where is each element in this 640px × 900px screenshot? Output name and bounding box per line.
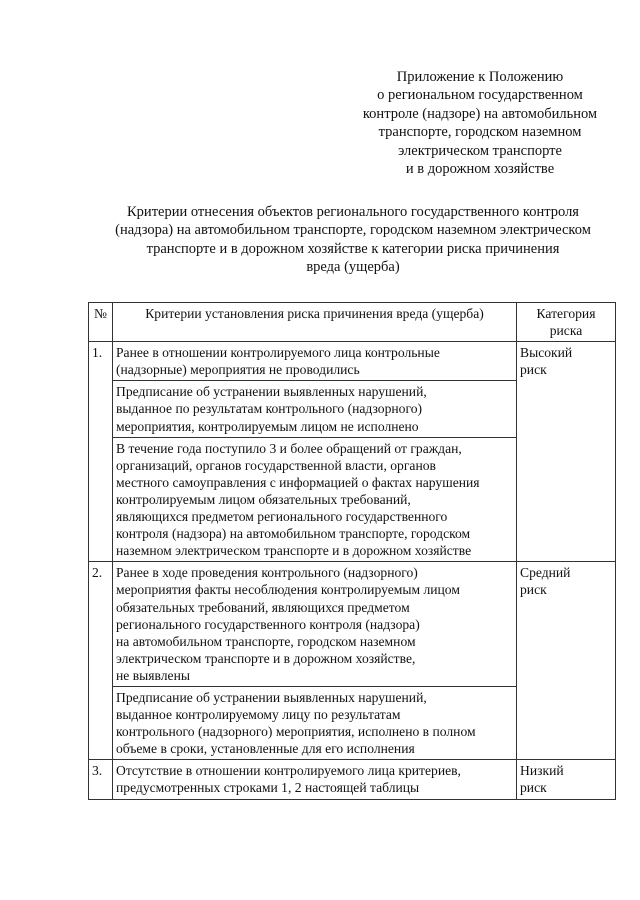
criteria-line: контрольного (надзорного) мероприятия, исполнено в полном xyxy=(116,724,476,740)
criteria-line: Предписание об устранении выявленных нарушений, xyxy=(116,384,427,400)
title-line: Критерии отнесения объектов регионального государственного контроля xyxy=(127,204,579,220)
criteria-cell xyxy=(113,760,517,799)
criteria-line: контролируемым лицом обязательных требований, xyxy=(116,491,411,507)
title-line: (надзора) на автомобильном транспорте, городском наземном электрическом xyxy=(115,222,591,239)
criteria-line: не выявлены xyxy=(116,667,190,683)
criteria-line: наземном электрическом транспорте и в дорожном хозяйстве xyxy=(116,543,472,559)
criteria-line: организаций, органов государственной власти, органов xyxy=(116,457,436,473)
title-line: транспорте и в дорожном хозяйстве к категории риска причинения xyxy=(146,240,560,257)
criteria-line: мероприятия факты несоблюдения контролируемым лицом xyxy=(116,582,460,598)
criteria-cell xyxy=(113,381,517,437)
category-line: риск xyxy=(520,362,547,378)
row-number xyxy=(89,760,113,799)
header-criteria xyxy=(113,303,517,342)
criteria-line: (надзорные) мероприятия не проводились xyxy=(116,362,360,378)
criteria-line: выданное по результатам контрольного (надзорного) xyxy=(116,401,423,417)
criteria-line: обязательных требований, являющихся предметом xyxy=(116,599,410,615)
category-line: риск xyxy=(520,780,547,796)
criteria-line: Ранее в отношении контролируемого лица контрольные xyxy=(116,345,440,361)
criteria-line: мероприятия, контролируемым лицом не исполнено xyxy=(116,418,419,434)
title-line: вреда (ущерба) xyxy=(306,259,400,276)
header-number-label: № xyxy=(94,306,107,321)
appendix-line: контроле (надзоре) на автомобильном xyxy=(362,105,598,122)
row-number-text: 1. xyxy=(92,345,103,361)
header-category-line: риска xyxy=(549,323,583,339)
criteria-line: В течение года поступило 3 и более обращений от граждан, xyxy=(116,440,462,456)
row-number xyxy=(89,562,113,760)
criteria-cell xyxy=(113,562,517,687)
category-cell xyxy=(517,562,616,760)
table-row xyxy=(89,562,616,687)
appendix-line: о региональном государственном xyxy=(377,87,583,104)
header-category xyxy=(517,303,616,342)
header-category-line: Категория xyxy=(536,306,596,321)
criteria-cell xyxy=(113,686,517,759)
criteria-line: выданное контролируемому лицу по результатам xyxy=(116,707,401,723)
appendix-line: электрическом транспорте xyxy=(398,142,562,159)
category-line: риск xyxy=(520,582,547,598)
criteria-line: на автомобильном транспорте, городском наземном xyxy=(116,633,416,649)
criteria-line: Отсутствие в отношении контролируемого лица критериев, xyxy=(116,763,461,779)
appendix-line: транспорте, городском наземном xyxy=(378,124,582,141)
appendix-header xyxy=(340,68,620,178)
criteria-line: объеме в сроки, установленные для его исполнения xyxy=(116,741,415,757)
appendix-line: Приложение к Положению xyxy=(396,69,564,85)
header-criteria-label: Критерии установления риска причинения вреда (ущерба) xyxy=(145,306,484,321)
criteria-line: предусмотренных строками 1, 2 настоящей таблицы xyxy=(116,780,420,796)
category-line: Низкий xyxy=(520,763,564,779)
row-number-text: 3. xyxy=(92,763,103,779)
table-row xyxy=(89,760,616,799)
header-number xyxy=(89,303,113,342)
criteria-line: являющихся предметом регионального государственного xyxy=(116,509,448,525)
criteria-cell xyxy=(113,437,517,562)
category-line: Высокий xyxy=(520,345,573,361)
category-cell xyxy=(517,342,616,562)
criteria-line: Предписание об устранении выявленных нарушений, xyxy=(116,689,427,705)
document-title xyxy=(92,203,614,277)
appendix-line: и в дорожном хозяйстве xyxy=(405,161,555,178)
row-number xyxy=(89,342,113,562)
table-header-row xyxy=(89,303,616,342)
criteria-cell xyxy=(113,342,517,381)
category-line: Средний xyxy=(520,565,571,581)
category-cell xyxy=(517,760,616,799)
criteria-line: Ранее в ходе проведения контрольного (надзорного) xyxy=(116,565,418,581)
criteria-line: контроля (надзора) на автомобильном транспорте, городском xyxy=(116,526,471,542)
criteria-line: электрическом транспорте и в дорожном хозяйстве, xyxy=(116,650,416,666)
risk-criteria-table xyxy=(88,302,616,800)
criteria-line: регионального государственного контроля (надзора) xyxy=(116,616,420,632)
table-row xyxy=(89,342,616,381)
criteria-line: местного самоуправления с информацией о фактах нарушения xyxy=(116,474,480,490)
row-number-text: 2. xyxy=(92,565,103,581)
